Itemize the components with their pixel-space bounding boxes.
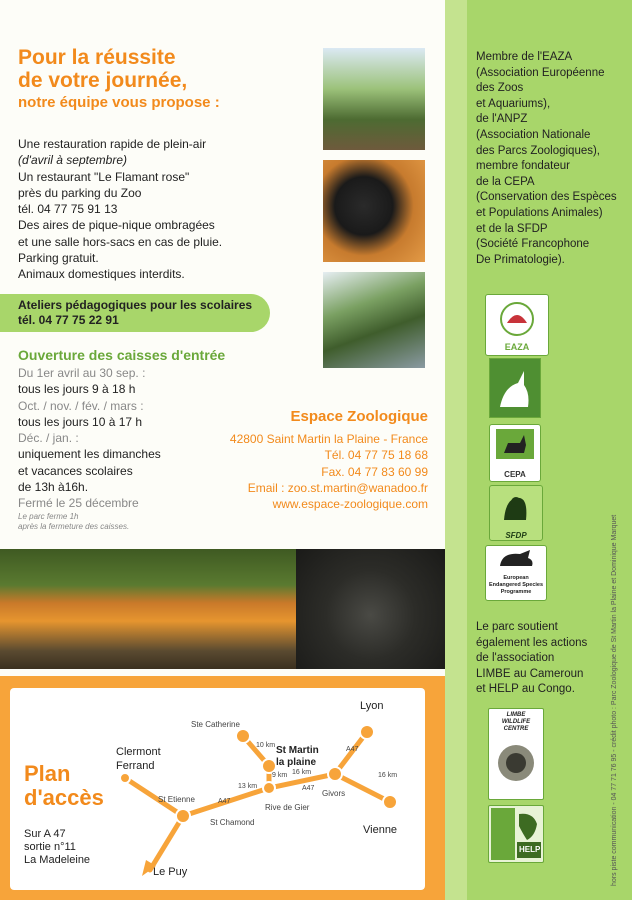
anpz-logo: [489, 358, 541, 418]
hours-title: Ouverture des caisses d'entrée: [18, 347, 226, 363]
hours-period: Du 1er avril au 30 sep. :: [18, 366, 146, 380]
header-title-line1: Pour la réussite: [18, 46, 176, 69]
unicorn-icon: [490, 359, 540, 417]
hours-time: tous les jours 10 à 17 h: [18, 414, 143, 429]
hours-period: Oct. / nov. / fév. / mars :: [18, 398, 144, 413]
support-text: [476, 620, 626, 698]
chimp-icon: [489, 733, 543, 793]
help-label: HELP: [519, 845, 541, 854]
city-ferrand: Ferrand: [116, 760, 155, 772]
photo-restaurant: [323, 48, 425, 150]
photo-tiger: [0, 549, 296, 669]
limbe-label: CENTRE: [503, 726, 529, 732]
limbe-label: LIMBE: [506, 712, 526, 718]
ibex-icon: [490, 425, 540, 465]
node-st-etienne: [176, 809, 190, 823]
city-st-chamond: St Chamond: [210, 818, 255, 827]
map-dir: sortie n°11: [24, 841, 76, 853]
membership-line: et Populations Animales): [476, 206, 603, 219]
ateliers-label: Ateliers pédagogiques pour les scolaires: [18, 298, 253, 312]
node-ste-catherine: [236, 729, 250, 743]
membership-line: De Primatologie).: [476, 253, 565, 266]
hours-time: et vacances scolaires: [18, 463, 133, 478]
contact-tel: Tél. 04 77 75 18 68: [324, 448, 428, 463]
road-label-16km: 16 km: [292, 769, 312, 776]
services-line: Parking gratuit.: [18, 251, 99, 266]
road-label-a47: A47: [346, 746, 359, 753]
hours-note: après la fermeture des caisses.: [18, 521, 130, 531]
road-label-16km-b: 16 km: [378, 772, 398, 779]
membership-line: (Société Francophone: [476, 238, 590, 251]
city-lyon: Lyon: [360, 700, 384, 712]
map-title: [24, 762, 104, 810]
hours-note: Le parc ferme 1h: [18, 511, 79, 521]
support-line: Le parc soutient: [476, 621, 558, 633]
contact-block: [200, 408, 428, 512]
membership-text: [476, 50, 626, 268]
header-title-line2: de votre journée,: [18, 69, 188, 92]
membership-line: (Association Européenne: [476, 66, 605, 79]
support-line: de l'association: [476, 652, 555, 665]
membership-line: et Aquariums),: [476, 97, 551, 110]
services-line: et une salle hors-sacs en cas de pluie.: [18, 234, 223, 249]
membership-line: de l'ANPZ: [476, 113, 528, 126]
services-line: tél. 04 77 75 91 13: [18, 202, 118, 217]
city-st-etienne: St Etienne: [158, 795, 195, 804]
sidebar-stripe: [445, 0, 467, 900]
sfdp-label: SFDP: [505, 531, 527, 540]
node-rive-de-gier: [263, 782, 275, 794]
membership-line: et de la SFDP: [476, 222, 548, 235]
photo-bear: [323, 160, 425, 262]
road-label-9km: 9 km: [272, 772, 288, 779]
sfdp-logo: [489, 485, 543, 541]
city-rive-de-gier: Rive de Gier: [265, 803, 310, 812]
rhino-icon: [486, 546, 546, 570]
support-line: et HELP au Congo.: [476, 683, 575, 696]
node-givors: [328, 767, 342, 781]
hours-time: tous les jours 9 à 18 h: [18, 382, 136, 397]
node-vienne: [383, 795, 397, 809]
city-ste-catherine: Ste Catherine: [191, 720, 240, 729]
city-givors: Givors: [322, 789, 346, 798]
map-title-line1: Plan: [24, 761, 71, 786]
map-dir: Sur A 47: [24, 828, 66, 840]
map-dir: La Madeleine: [24, 854, 91, 866]
contact-name: Espace Zoologique: [290, 408, 428, 425]
membership-line: des Zoos: [476, 82, 524, 95]
header-subtitle: notre équipe vous propose :: [18, 94, 220, 111]
road-label-13km: 13 km: [238, 783, 258, 790]
membership-line: de la CEPA: [476, 175, 535, 188]
eaza-label: EAZA: [504, 342, 530, 352]
contact-email[interactable]: Email : zoo.st.martin@wanadoo.fr: [247, 480, 428, 495]
city-la-plaine: la plaine: [276, 757, 317, 768]
services-line: Des aires de pique-nique ombragées: [18, 218, 215, 233]
hours-time: uniquement les dimanches: [18, 447, 161, 462]
eep-logo: [485, 545, 547, 601]
membership-line: membre fondateur: [476, 160, 570, 173]
road-label-10km: 10 km: [256, 742, 276, 749]
cepa-logo: [489, 424, 541, 482]
city-clermont: Clermont: [116, 746, 161, 758]
map-card: [10, 688, 425, 890]
contact-website[interactable]: www.espace-zoologique.com: [272, 497, 428, 512]
header: [18, 46, 220, 111]
eep-label: Endangered Species: [488, 582, 544, 588]
ateliers-banner: [0, 294, 270, 332]
city-st-martin: St Martin: [276, 745, 319, 756]
membership-line: (Conservation des Espèces: [476, 191, 617, 204]
city-vienne: Vienne: [363, 824, 398, 836]
services-line: Un restaurant "Le Flamant rose": [18, 169, 190, 184]
photo-binturong: [296, 549, 445, 669]
hours-time: de 13h à16h.: [18, 480, 89, 495]
photo-shop: [323, 272, 425, 368]
limbe-label: WILDLIFE: [501, 719, 531, 725]
map-directions: [24, 828, 90, 867]
node-st-martin: [262, 759, 276, 773]
node-clermont: [120, 773, 130, 783]
hours-period: Déc. / jan. :: [18, 431, 79, 446]
hours-closed: Fermé le 25 décembre: [18, 496, 139, 511]
eaza-logo: [485, 294, 549, 356]
city-le-puy: Le Puy: [153, 866, 188, 878]
cepa-label: CEPA: [504, 470, 526, 479]
node-lyon: [360, 725, 374, 739]
road-label-a47: A47: [218, 798, 231, 805]
contact-fax: Fax. 04 77 83 60 99: [321, 464, 428, 479]
membership-line: (Association Nationale: [476, 128, 591, 141]
credits-vertical: hors piste communication - 04 77 71 76 95 - crédit photo : Parc Zoologique de St Martin la Plaine et Dominique Marquet: [611, 514, 618, 886]
primate-icon: [490, 486, 542, 526]
help-logo: [488, 805, 544, 863]
contact-address: 42800 Saint Martin la Plaine - France: [229, 432, 428, 446]
road-label-a47: A47: [302, 785, 315, 792]
services-line: près du parking du Zoo: [18, 185, 142, 200]
limbe-logo: [488, 708, 544, 800]
road-le-puy: [150, 816, 183, 870]
eep-label: European: [503, 575, 529, 581]
map-title-line2: d'accès: [24, 785, 104, 810]
membership-line: des Parcs Zoologiques),: [476, 144, 601, 157]
services-line: Animaux domestiques interdits.: [18, 267, 185, 282]
ateliers-phone: tél. 04 77 75 22 91: [18, 313, 119, 327]
services-list: [18, 136, 308, 283]
support-line: également les actions: [476, 636, 588, 649]
services-line: Une restauration rapide de plein-air: [18, 137, 207, 151]
services-line: (d'avril à septembre): [18, 153, 127, 168]
eep-label: Programme: [500, 589, 532, 595]
membership-line: Membre de l'EAZA: [476, 51, 573, 63]
support-line: LIMBE au Cameroun: [476, 667, 584, 680]
eaza-emblem-icon: [495, 301, 539, 337]
